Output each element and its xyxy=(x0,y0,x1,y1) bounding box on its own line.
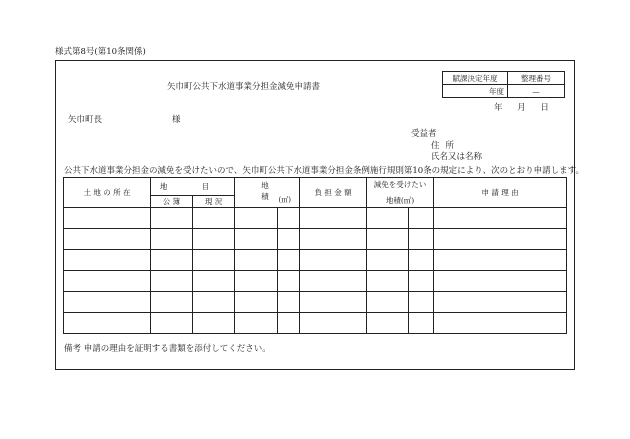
land-table xyxy=(63,177,567,334)
form-number: 様式第8号(第10条関係) xyxy=(55,47,146,57)
intro-text: 公共下水道事業分担金の減免を受けたいので、矢巾町公共下水道事業分担金条例施行規則第10条の規定により、次のとおり申請します。 xyxy=(64,166,584,176)
cell-amount[interactable] xyxy=(300,250,367,271)
office-header-number: 整理番号 xyxy=(508,72,565,85)
date-line: 年 月 日 xyxy=(494,103,549,113)
cell-reduction-fraction[interactable] xyxy=(409,292,434,313)
cell-genkyo[interactable] xyxy=(193,292,235,313)
form-title: 矢巾町公共下水道事業分担金減免申請書 xyxy=(167,82,321,92)
addressee: 矢巾町長 xyxy=(68,115,103,125)
cell-area-fraction[interactable] xyxy=(278,292,300,313)
cell-area-fraction[interactable] xyxy=(278,229,300,250)
addressee-suffix: 様 xyxy=(172,115,181,125)
cell-reduction-fraction[interactable] xyxy=(409,313,434,334)
table-row xyxy=(64,313,567,334)
cell-location[interactable] xyxy=(64,271,151,292)
cell-area-fraction[interactable] xyxy=(278,208,300,229)
cell-reduction-fraction[interactable] xyxy=(409,208,434,229)
cell-genkyo[interactable] xyxy=(193,313,235,334)
cell-reduction[interactable] xyxy=(367,250,409,271)
cell-area[interactable] xyxy=(235,229,278,250)
table-row xyxy=(64,208,567,229)
cell-genkyo[interactable] xyxy=(193,250,235,271)
cell-genkyo[interactable] xyxy=(193,271,235,292)
cell-reason[interactable] xyxy=(434,250,567,271)
cell-reduction-fraction[interactable] xyxy=(409,250,434,271)
cell-reduction[interactable] xyxy=(367,229,409,250)
cell-reduction[interactable] xyxy=(367,292,409,313)
cell-location[interactable] xyxy=(64,229,151,250)
header-reason: 申 請 理 由 xyxy=(434,178,567,208)
cell-kobo[interactable] xyxy=(151,313,193,334)
cell-area-fraction[interactable] xyxy=(278,271,300,292)
header-reduction-line1: 減免を受けたい xyxy=(373,180,427,189)
office-number-cell: — xyxy=(508,85,565,98)
header-location: 土 地 の 所 在 xyxy=(64,178,151,208)
cell-area-fraction[interactable] xyxy=(278,250,300,271)
cell-reduction[interactable] xyxy=(367,313,409,334)
cell-genkyo[interactable] xyxy=(193,208,235,229)
cell-area-fraction[interactable] xyxy=(278,313,300,334)
header-area-label: 地 積 xyxy=(261,181,283,201)
cell-amount[interactable] xyxy=(300,208,367,229)
cell-location[interactable] xyxy=(64,292,151,313)
cell-amount[interactable] xyxy=(300,229,367,250)
cell-reason[interactable] xyxy=(434,313,567,334)
cell-area[interactable] xyxy=(235,208,278,229)
cell-location[interactable] xyxy=(64,208,151,229)
cell-kobo[interactable] xyxy=(151,271,193,292)
address-label: 住所 xyxy=(431,141,461,151)
table-row xyxy=(64,292,567,313)
cell-kobo[interactable] xyxy=(151,208,193,229)
cell-kobo[interactable] xyxy=(151,229,193,250)
remarks: 備考 申請の理由を証明する書類を添付してください。 xyxy=(64,344,271,354)
cell-amount[interactable] xyxy=(300,313,367,334)
cell-amount[interactable] xyxy=(300,271,367,292)
cell-reason[interactable] xyxy=(434,271,567,292)
cell-reduction[interactable] xyxy=(367,271,409,292)
cell-kobo[interactable] xyxy=(151,292,193,313)
cell-reason[interactable] xyxy=(434,208,567,229)
cell-reason[interactable] xyxy=(434,292,567,313)
header-chimoku: 地 目 xyxy=(151,178,235,196)
cell-reason[interactable] xyxy=(434,229,567,250)
table-row xyxy=(64,250,567,271)
cell-area[interactable] xyxy=(235,250,278,271)
header-reduction xyxy=(367,178,434,208)
cell-area[interactable] xyxy=(235,271,278,292)
table-row xyxy=(64,271,567,292)
header-reduction-line2: 地積(㎡) xyxy=(385,196,415,205)
header-area xyxy=(235,178,300,208)
cell-amount[interactable] xyxy=(300,292,367,313)
cell-area[interactable] xyxy=(235,313,278,334)
cell-kobo[interactable] xyxy=(151,250,193,271)
header-amount: 負 担 金 額 xyxy=(300,178,367,208)
header-kobo: 公 簿 xyxy=(151,196,193,208)
cell-genkyo[interactable] xyxy=(193,229,235,250)
cell-location[interactable] xyxy=(64,250,151,271)
cell-location[interactable] xyxy=(64,313,151,334)
cell-reduction-fraction[interactable] xyxy=(409,229,434,250)
applicant-label: 受益者 xyxy=(411,129,437,139)
table-row xyxy=(64,229,567,250)
cell-reduction-fraction[interactable] xyxy=(409,271,434,292)
header-genkyo: 現 況 xyxy=(193,196,235,208)
office-year-cell: 年度 xyxy=(443,85,508,98)
header-area-unit: (㎡) xyxy=(278,196,292,204)
office-use-box xyxy=(442,71,565,98)
cell-reduction[interactable] xyxy=(367,208,409,229)
cell-area[interactable] xyxy=(235,292,278,313)
name-label: 氏名又は名称 xyxy=(431,152,483,162)
office-header-year: 賦課決定年度 xyxy=(443,72,508,85)
